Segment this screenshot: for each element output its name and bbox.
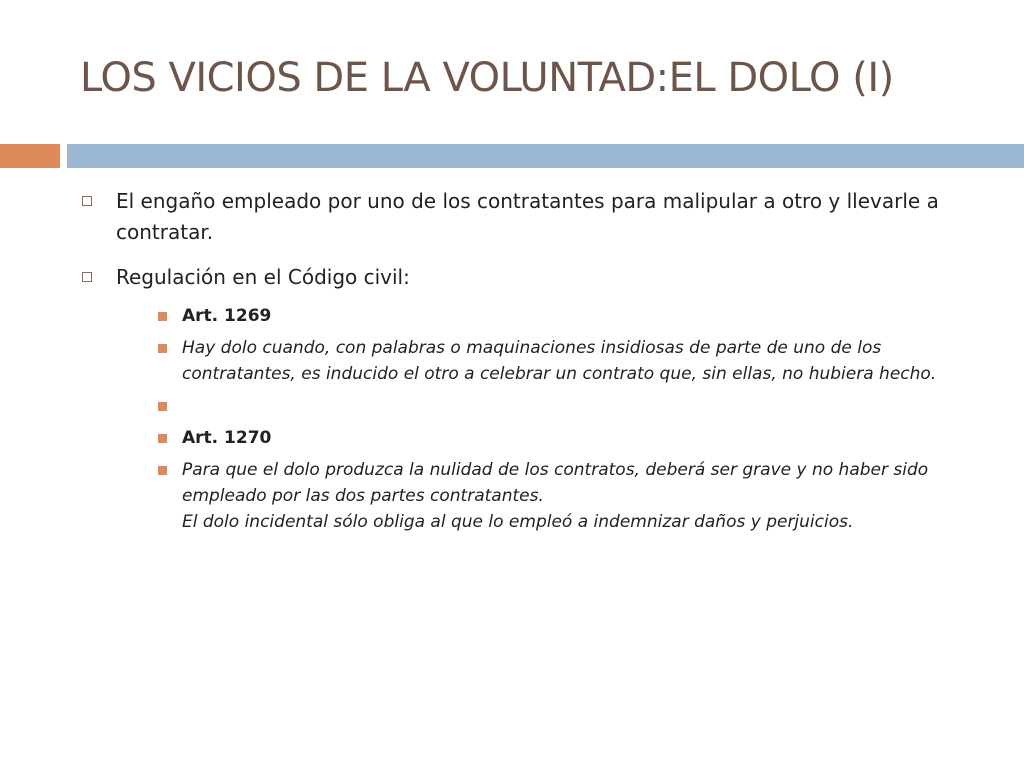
slide-content <box>80 186 960 541</box>
filled-square-bullet-icon <box>158 466 167 475</box>
hollow-square-bullet-icon <box>82 196 92 206</box>
accent-bar-blue <box>67 144 1024 168</box>
sub-bullet-item <box>80 457 960 535</box>
filled-square-bullet-icon <box>158 344 167 353</box>
sub-bullet-item-empty <box>80 393 960 419</box>
article-heading: Art. 1270 <box>182 428 272 448</box>
filled-square-bullet-icon <box>158 402 167 411</box>
sub-bullet-list <box>80 303 960 535</box>
article-text-line-2: El dolo incidental sólo obliga al que lo empleó a indemnizar daños y perjuicios. <box>182 512 854 532</box>
filled-square-bullet-icon <box>158 312 167 321</box>
bullet-text: Regulación en el Código civil: <box>116 265 410 289</box>
filled-square-bullet-icon <box>158 434 167 443</box>
hollow-square-bullet-icon <box>82 272 92 282</box>
bullet-text: El engaño empleado por uno de los contratantes para malipular a otro y llevarle a contratar. <box>116 189 939 244</box>
sub-bullet-item <box>80 335 960 387</box>
accent-bar-orange <box>0 144 60 168</box>
article-heading: Art. 1269 <box>182 306 272 326</box>
sub-bullet-item <box>80 303 960 329</box>
bullet-item <box>80 186 960 248</box>
sub-bullet-item <box>80 425 960 451</box>
bullet-item <box>80 262 960 293</box>
article-text-line-1: Para que el dolo produzca la nulidad de los contratos, deberá ser grave y no haber sido empleado por las dos partes contratantes. <box>182 460 929 506</box>
article-text: Hay dolo cuando, con palabras o maquinaciones insidiosas de parte de uno de los contratantes, es inducido el otro a celebrar un contrato que, sin ellas, no hubiera hecho. <box>182 338 937 384</box>
slide-title: LOS VICIOS DE LA VOLUNTAD:EL DOLO (I) <box>80 55 894 101</box>
